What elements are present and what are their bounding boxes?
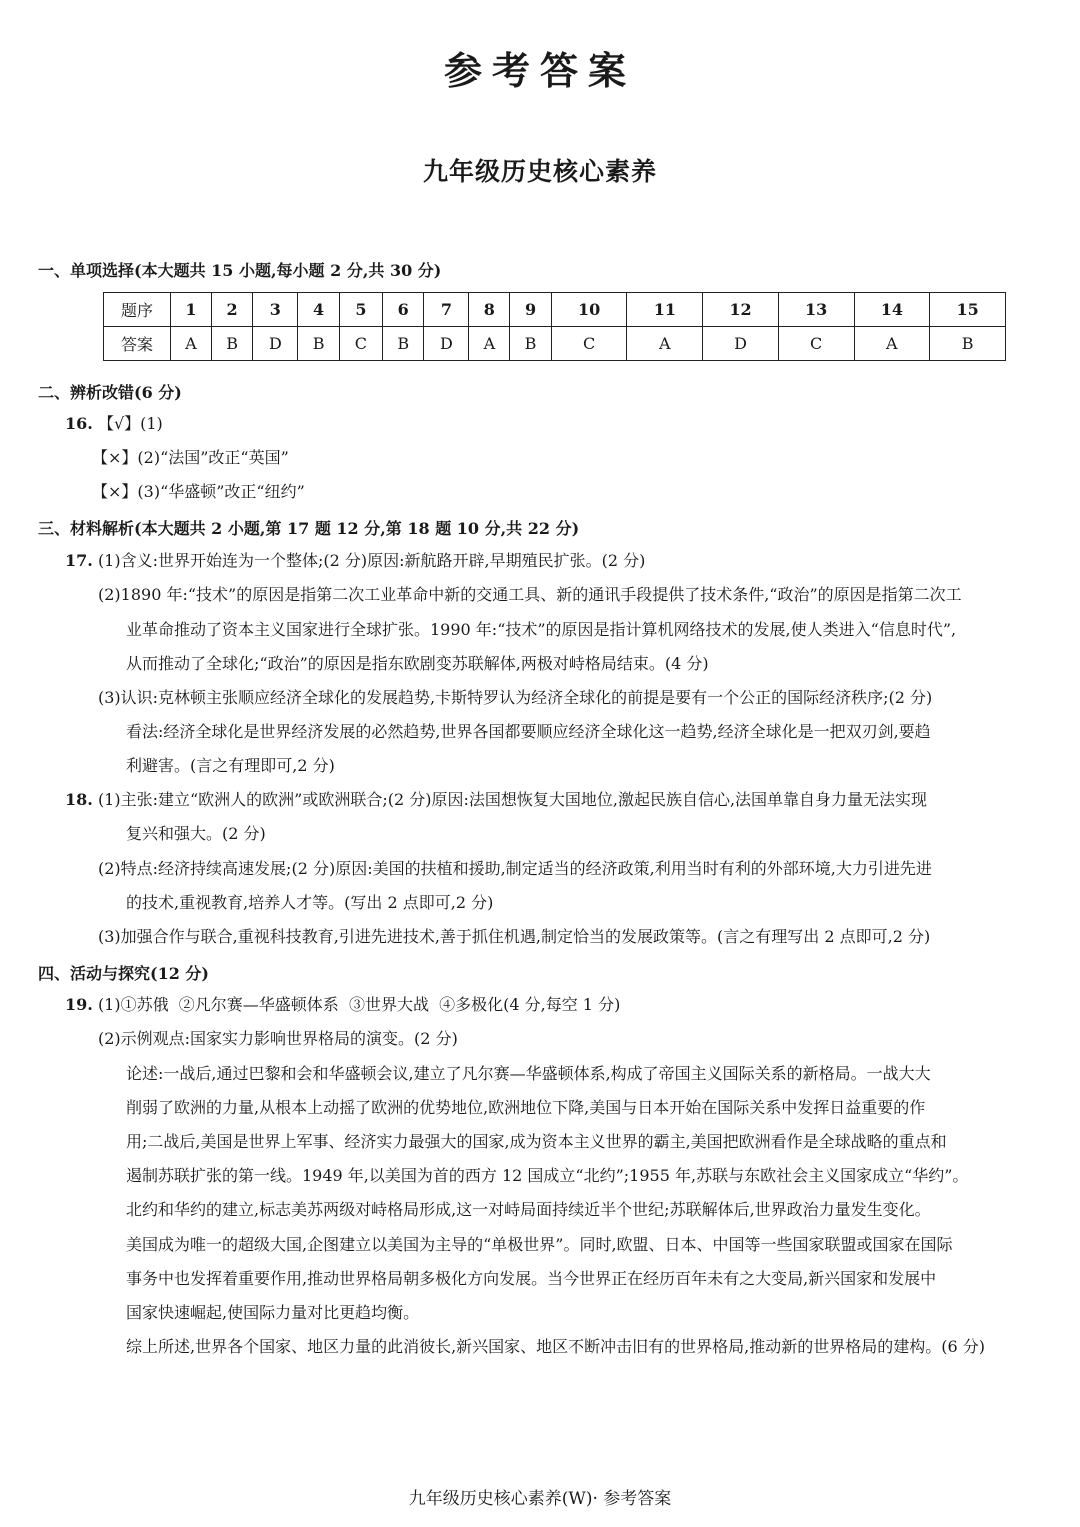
q19-line10: 国家快速崛起,使国际力量对比更趋均衡。 (126, 1303, 420, 1322)
q19-line9: 事务中也发挥着重要作用,推动世界格局朝多极化方向发展。当今世界正在经历百年未有之大变局,新兴国家和发展中 (126, 1269, 937, 1288)
question-number-cell: 7 (424, 293, 469, 327)
question-number-cell: 14 (854, 293, 930, 327)
answer-cell: B (298, 327, 340, 361)
question-number-cell: 11 (627, 293, 703, 327)
question-number-cell: 6 (382, 293, 424, 327)
q17-line5: (3)认识:克林顿主张顺应经济全球化的发展趋势,卡斯特罗认为经济全球化的前提是要有一个公正的国际经济秩序;(2 分) (98, 688, 933, 707)
answer-cell: A (171, 327, 212, 361)
q19-line4: 削弱了欧洲的力量,从根本上动摇了欧洲的优势地位,欧洲地位下降,美国与日本开始在国际关系中发挥日益重要的作 (126, 1098, 926, 1117)
page-footer: 九年级历史核心素养(W)· 参考答案 (408, 1489, 672, 1509)
answer-cell: D (253, 327, 298, 361)
q16-line3: 【×】(3)“华盛顿”改正“纽约” (92, 482, 305, 501)
table-row-numbers (104, 293, 1006, 327)
q17-line3: 业革命推动了资本主义国家进行全球扩张。1990 年:“技术”的原因是指计算机网络技术的发展,使人类进入“信息时代”, (126, 620, 957, 639)
answer-cell: C (778, 327, 854, 361)
section4-heading: 四、活动与探究(12 分) (38, 964, 209, 983)
question-number-cell: 10 (551, 293, 627, 327)
q17-number: 17. (65, 551, 93, 570)
page-title: 参考答案 (443, 48, 636, 93)
section2-heading: 二、辨析改错(6 分) (38, 383, 182, 402)
answer-cell: C (339, 327, 382, 361)
answer-cell: C (551, 327, 627, 361)
q18-number: 18. (65, 790, 93, 809)
q19-line6: 遏制苏联扩张的第一线。1949 年,以美国为首的西方 12 国成立“北约”;1955 年,苏联与东欧社会主义国家成立“华约”。 (126, 1166, 969, 1185)
answer-cell: D (424, 327, 469, 361)
section1-heading: 一、单项选择(本大题共 15 小题,每小题 2 分,共 30 分) (38, 261, 442, 280)
q19-line2: (2)示例观点:国家实力影响世界格局的演变。(2 分) (98, 1029, 458, 1048)
q19-line11: 综上所述,世界各个国家、地区力量的此消彼长,新兴国家、地区不断冲击旧有的世界格局,推动新的世界格局的建构。(6 分) (126, 1337, 986, 1356)
q19-line3: 论述:一战后,通过巴黎和会和华盛顿会议,建立了凡尔赛—华盛顿体系,构成了帝国主义国际关系的新格局。一战大大 (126, 1064, 931, 1083)
answer-cell: B (930, 327, 1006, 361)
q16-number: 16. (65, 414, 93, 433)
q18-line3: (2)特点:经济持续高速发展;(2 分)原因:美国的扶植和援助,制定适当的经济政策,利用当时有利的外部环境,大力引进先进 (98, 859, 932, 878)
row-label-number: 题序 (104, 293, 171, 327)
q19-line5: 用;二战后,美国是世界上军事、经济实力最强大的国家,成为资本主义世界的霸主,美国把欧洲看作是全球战略的重点和 (126, 1132, 947, 1151)
q16-line1 (65, 414, 163, 434)
q17-line2: (2)1890 年:“技术”的原因是指第二次工业革命中新的交通工具、新的通讯手段提供了技术条件,“政治”的原因是指第二次工 (98, 585, 962, 604)
question-number-cell: 2 (211, 293, 253, 327)
q16-text1: 【√】(1) (97, 414, 163, 433)
q17-line7: 利避害。(言之有理即可,2 分) (126, 756, 335, 775)
q18-text1: (1)主张:建立“欧洲人的欧洲”或欧洲联合;(2 分)原因:法国想恢复大国地位,激起民族自信心,法国单靠自身力量无法实现 (97, 790, 928, 809)
answer-cell: D (703, 327, 779, 361)
q19-text1: (1)①苏俄 ②凡尔赛—华盛顿体系 ③世界大战 ④多极化(4 分,每空 1 分) (97, 995, 621, 1014)
table-row-answers (104, 327, 1006, 361)
question-number-cell: 3 (253, 293, 298, 327)
question-number-cell: 1 (171, 293, 212, 327)
question-number-cell: 13 (778, 293, 854, 327)
answer-cell: B (211, 327, 253, 361)
answer-cell: B (382, 327, 424, 361)
answer-cell: A (854, 327, 930, 361)
answer-cell: A (469, 327, 510, 361)
q17-line1 (65, 551, 645, 571)
q18-line4: 的技术,重视教育,培养人才等。(写出 2 点即可,2 分) (126, 893, 494, 912)
question-number-cell: 5 (339, 293, 382, 327)
q17-line6: 看法:经济全球化是世界经济发展的必然趋势,世界各国都要顺应经济全球化这一趋势,经济全球化是一把双刃剑,要趋 (126, 722, 931, 741)
q19-line1 (65, 995, 620, 1015)
question-number-cell: 8 (469, 293, 510, 327)
q19-line8: 美国成为唯一的超级大国,企图建立以美国为主导的“单极世界”。同时,欧盟、日本、中国等一些国家联盟或国家在国际 (126, 1235, 953, 1254)
question-number-cell: 12 (703, 293, 779, 327)
q19-line7: 北约和华约的建立,标志美苏两级对峙格局形成,这一对峙局面持续近半个世纪;苏联解体后,世界政治力量发生变化。 (126, 1200, 931, 1219)
q18-line1 (65, 790, 927, 810)
q16-line2: 【×】(2)“法国”改正“英国” (92, 448, 289, 467)
q18-line2: 复兴和强大。(2 分) (126, 824, 266, 843)
q17-text1: (1)含义:世界开始连为一个整体;(2 分)原因:新航路开辟,早期殖民扩张。(2 分) (97, 551, 646, 570)
question-number-cell: 15 (930, 293, 1006, 327)
answer-cell: B (510, 327, 552, 361)
answer-cell: A (627, 327, 703, 361)
q19-number: 19. (65, 995, 93, 1014)
section3-heading: 三、材料解析(本大题共 2 小题,第 17 题 12 分,第 18 题 10 分,共 22 分) (38, 519, 580, 538)
question-number-cell: 9 (510, 293, 552, 327)
page-subtitle: 九年级历史核心素养 (422, 157, 657, 186)
answer-table (103, 292, 1006, 361)
q18-line5: (3)加强合作与联合,重视科技教育,引进先进技术,善于抓住机遇,制定恰当的发展政策等。(言之有理写出 2 点即可,2 分) (98, 927, 931, 946)
row-label-answer: 答案 (104, 327, 171, 361)
q17-line4: 从而推动了全球化;“政治”的原因是指东欧剧变苏联解体,两极对峙格局结束。(4 分) (126, 654, 709, 673)
question-number-cell: 4 (298, 293, 340, 327)
